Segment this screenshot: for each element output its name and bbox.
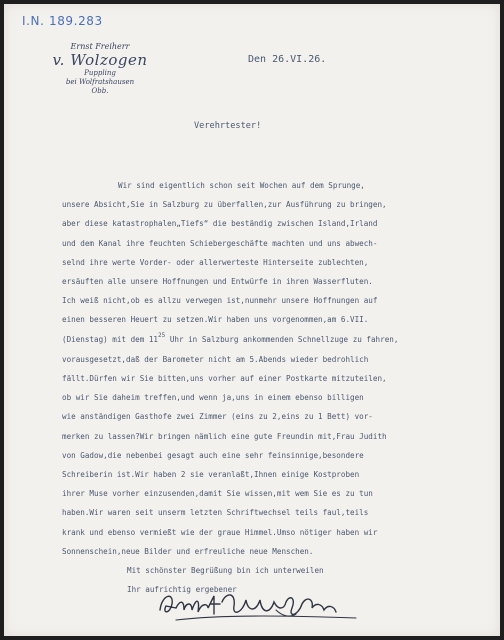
body-line-start: (Dienstag) mit dem 11 bbox=[62, 334, 159, 344]
body-line: Ich weiß nicht,ob es allzu verwegen ist,nunmehr unsere Hoffnungen auf bbox=[62, 296, 378, 306]
letterhead-region: Obb. bbox=[91, 87, 109, 95]
body-line: wie anständigen Gasthofe zwei Zimmer (eins zu 2,eins zu 1 Bett) vor- bbox=[62, 412, 373, 422]
superscript-minutes: 25 bbox=[158, 331, 166, 339]
body-line: krank und ebenso vermießt wie der graue Himmel.Umso nötiger haben wir bbox=[62, 527, 378, 537]
letterhead-place1: Puppling bbox=[84, 69, 116, 77]
salutation: Verehrtester! bbox=[194, 121, 262, 131]
handwritten-signature bbox=[156, 584, 366, 624]
archive-id: I.N. 189.283 bbox=[22, 14, 103, 28]
letterhead-place2: bei Wolfratshausen bbox=[65, 78, 135, 86]
letterhead-first-line: Ernst Freiherr bbox=[70, 42, 130, 51]
letterhead bbox=[40, 42, 160, 96]
closing-line-2: Ihr aufrichtig ergebener bbox=[127, 585, 237, 595]
letter-date: Den 26.VI.26. bbox=[248, 54, 327, 65]
closing-line-1: Mit schönster Begrüßung bin ich unterweilen bbox=[127, 566, 324, 576]
body-line: von Gadow,die nebenbei gesagt auch eine sehr feinsinnige,besondere bbox=[62, 450, 364, 460]
body-line: unsere Absicht,Sie in Salzburg zu überfallen,zur Ausführung zu bringen, bbox=[62, 200, 387, 210]
body-line: vorausgesetzt,daß der Barometer nicht am 5.Abends wieder bedrohlich bbox=[62, 354, 369, 364]
body-line-rest: Uhr in Salzburg ankommenden Schnellzuge zu fahren, bbox=[165, 334, 399, 344]
body-line: ob wir Sie daheim treffen,und wenn ja,uns in einem ebenso billigen bbox=[62, 393, 364, 403]
body-line: aber diese katastrophalen„Tiefs“ die beständig zwischen Island,Irland bbox=[62, 219, 378, 229]
body-line: einen besseren Heuert zu setzen.Wir haben uns vorgenommen,am 6.VII. bbox=[62, 315, 369, 325]
body-line: selnd ihre werte Vorder- oder allerwerteste Hinterseite zublechten, bbox=[62, 257, 369, 267]
body-line: merken zu lassen?Wir bringen nämlich eine gute Freundin mit,Frau Judith bbox=[62, 431, 387, 441]
body-line: Sonnenschein,neue Bilder und erfreuliche neue Menschen. bbox=[62, 546, 314, 556]
body-line: ihrer Muse vorher einzusenden,damit Sie wissen,mit wem Sie es zu tun bbox=[62, 489, 373, 499]
body-line: Schreiberin ist.Wir haben 2 sie veranlaßt,Ihnen einige Kostproben bbox=[62, 470, 360, 480]
body-line: ersäuften alle unsere Hoffnungen und Entwürfe in ihren Wasserfluten. bbox=[62, 277, 373, 287]
letter-sheet bbox=[4, 4, 500, 636]
letter-body bbox=[62, 176, 494, 599]
body-line: fällt.Dürfen wir Sie bitten,uns vorher auf einer Postkarte mitzuteilen, bbox=[62, 374, 387, 384]
body-line: haben.Wir waren seit unserm letzten Schriftwechsel teils faul,teils bbox=[62, 508, 369, 518]
letterhead-name: v. Wolzogen bbox=[52, 51, 148, 69]
body-line-with-time bbox=[62, 330, 494, 350]
body-line: Wir sind eigentlich schon seit Wochen auf dem Sprunge, bbox=[118, 181, 365, 190]
body-line: und dem Kanal ihre feuchten Schiebergeschäfte machten und uns abwech- bbox=[62, 238, 378, 248]
